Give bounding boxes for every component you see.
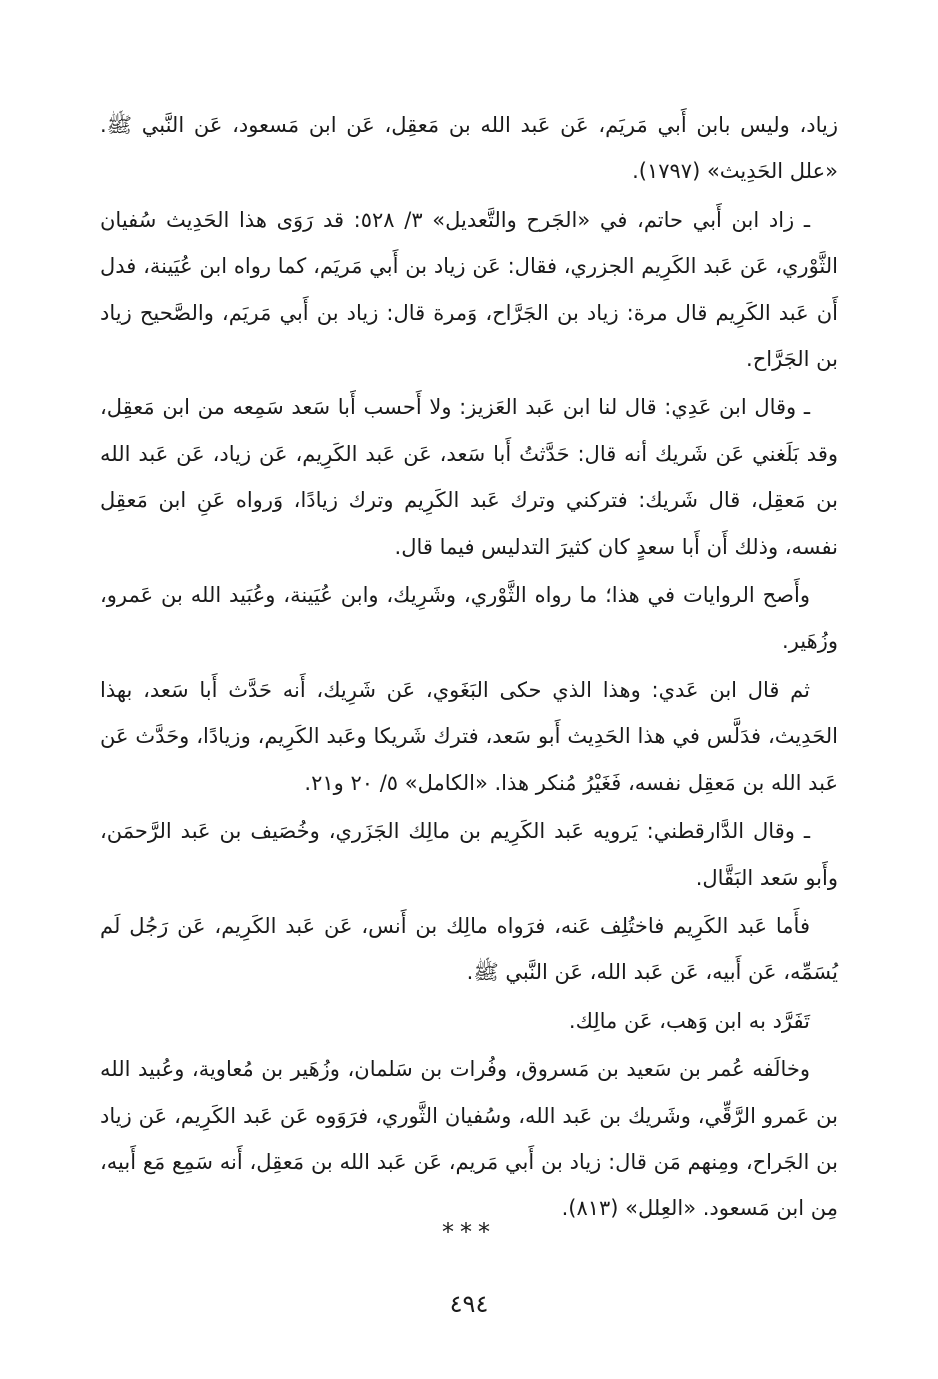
paragraph-1: زياد، وليس بابن أَبي مَريَم، عَن عَبد الله بن مَعقِل، عَن ابن مَسعود، عَن النَّبي ﷺ. «علل الحَدِيث» (١٧٩٧).	[100, 113, 838, 184]
page-number: ٤٩٤	[449, 1290, 489, 1318]
paragraph-8: تَفَرَّد به ابن وَهب، عَن مالِك.	[568, 1008, 810, 1033]
paragraph-9: وخالَفه عُمر بن سَعيد بن مَسروق، وفُرات بن سَلمان، وزُهَير بن مُعاوية، وعُبيد الله بن عَمرو الرَّقِّي، وشَريك بن عَبد الله، وسُفيان الثَّوري، فرَوَوه عَن عَبد الكَرِيم، عَن زياد بن الجَراح، ومِنهم مَن قال: زياد بن أَبي مَريم، عَن عَبد الله بن مَعقِل، أَنه سَمِع مَع أَبيه، مِن ابن مَسعود. «العِلل» (٨١٣).	[100, 1057, 838, 1221]
paragraph-4: وأَصح الروايات في هذا؛ ما رواه الثَّوْري، وشَرِيك، وابن عُيَينة، وعُبَيد الله بن عَمرو، وزُهَير.	[100, 583, 838, 654]
paragraph-3: ـ وقال ابن عَدِي: قال لنا ابن عَبد العَزيز: ولا أَحسب أَبا سَعد سَمِعه من ابن مَعقِل، وقد بَلَغني عَن شَريك أنه قال: حَدَّثتُ أَبا سَعد، عَن عَبد الكَرِيم، عَن زياد، عَن عَبد الله بن مَعقِل، قال شَريك: فتركني وترك عَبد الكَرِيم وترك زيادًا، وَرواه عَنِ ابن مَعقِل نفسه، وذلك أَن أَبا سعدٍ كان كثيرَ التدليس فيما قال.	[100, 395, 838, 559]
paragraph-7: فأَما عَبد الكَرِيم فاختُلِف عَنه، فرَواه مالِك بن أَنس، عَن عَبد الكَرِيم، عَن رَجُل لَم يُسَمِّه، عَن أَبيه، عَن عَبد الله، عَن النَّبي ﷺ.	[100, 913, 838, 985]
main-text	[100, 102, 838, 1234]
paragraph-6: ـ وقال الدَّارقطني: يَرويه عَبد الكَرِيم بن مالِك الجَزَري، وخُصَيف بن عَبد الرَّحمَن، وأَبو سَعد البَقَّال.	[100, 819, 838, 890]
paragraph-5: ثم قال ابن عَدي: وهذا الذي حكى البَغَوي، عَن شَرِيك، أَنه حَدَّث أَبا سَعد، بهذا الحَدِيث، فدَلَّس في هذا الحَدِيث أَبو سَعد، فترك شَريكا وعَبد الكَرِيم، وزيادًا، وحَدَّث عَن عَبد الله بن مَعقِل نفسه، فَغَيْرُ مُنكر هذا. «الكامل» ٥/ ٢٠ و٢١.	[100, 677, 838, 795]
section-separator: ***	[442, 1218, 496, 1246]
paragraph-2: ـ زاد ابن أَبي حاتم، في «الجَرح والتَّعديل» ٣/ ٥٢٨: قد رَوَى هذا الحَدِيث سُفيان الثَّوْري، عَن عَبد الكَرِيم الجزري، فقال: عَن زياد بن أَبي مَريَم، كما رواه ابن عُيَينة، فدل أَن عَبد الكَرِيم قال مرة: زياد بن الجَرَّاح، وَمرة قال: زياد بن أَبي مَريَم، والصَّحيح زياد بن الجَرَّاح.	[100, 207, 838, 372]
